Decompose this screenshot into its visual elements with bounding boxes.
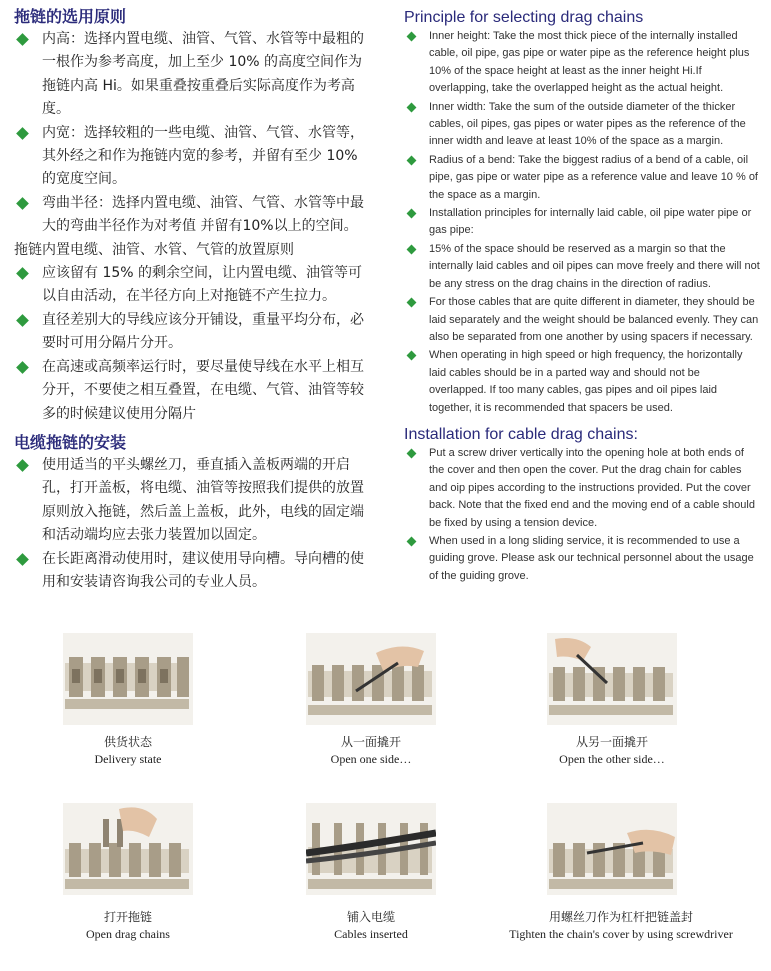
list-item: 应该留有 15% 的剩余空间，让内置电缆、油管等可以自由活动，在半径方向上对拖链不产生拉力。 [14,262,376,309]
diamond-bullet-icon [16,33,29,46]
diamond-bullet-icon [407,448,417,458]
caption-delivery-state: 供货状态 Delivery state [94,735,162,766]
english-column [404,0,760,586]
list-item: Installation principles for internally laid cable, oil pipe water pipe or gas pipe: [404,205,760,240]
caption-open-other-side: 从另一面撬开 Open the other side… [559,735,665,766]
diamond-bullet-icon [16,127,29,140]
list-item: 在高速或高频率运行时，要尽量使导线在水平上相互分开，不要使之相互叠置，在电缆、气管、油管等较多的时候建议使用分隔片 [14,356,376,426]
photo-delivery-state [63,633,193,725]
cn-subheading-placement: 拖链内置电缆、油管、水管、气管的放置原则 [14,241,294,258]
diamond-bullet-icon [407,209,417,219]
cn-placement-list [14,262,376,426]
diamond-bullet-icon [407,102,417,112]
list-item: 15% of the space should be reserved as a margin so that the internally laid cables and oil pipes can move freely and there will not be any stress on the drag chains in the direction of radius. [404,241,760,293]
list-item: 使用适当的平头螺丝刀，垂直插入盖板两端的开启孔，打开盖板，将电缆、油管等按照我们提供的放置原则放入拖链，然后盖上盖板，此外，电线的固定端和活动端均应去张力装置加以固定。 [14,454,376,548]
diamond-bullet-icon [16,553,29,566]
en-heading-selection: Principle for selecting drag chains [404,9,644,26]
diamond-bullet-icon [16,267,29,280]
diamond-bullet-icon [407,537,417,547]
photo-tighten-cover [547,803,677,895]
diamond-bullet-icon [407,351,417,361]
diamond-bullet-icon [407,32,417,42]
list-item: When operating in high speed or high frequency, the horizontally laid cables should be in a parted way and should not be overlapped. If too many cables, gas pipes and oil pipes laid together, it is recommended that spacers be used. [404,347,760,417]
screwdriver-opening-other-image [547,633,677,725]
list-item: When used in a long sliding service, it is recommended to use a guiding grove. Please ask our technical personnel about the usage of the guiding grove. [404,533,760,585]
screwdriver-opening-image [306,633,436,725]
photo-cables-inserted [306,803,436,895]
list-item: 直径差别大的导线应该分开铺设，重量平均分布，必要时可用分隔片分开。 [14,309,376,356]
caption-open-one-side: 从一面撬开 Open one side… [330,735,412,766]
list-item: 弯曲半径：选择内置电缆、油管、气管、水管等中最大的弯曲半径作为对考值 并留有10%以上的空间。 [14,192,376,239]
caption-open-drag-chains: 打开拖链 Open drag chains [86,910,170,941]
diamond-bullet-icon [16,459,29,472]
photo-open-drag-chains [63,803,193,895]
list-item: Radius of a bend: Take the biggest radius of a bend of a cable, oil pipe, gas pipe or water pipe as a reference value and leave 10 % of the space as a margin. [404,152,760,204]
cn-heading-installation: 电缆拖链的安装 [14,432,127,452]
tighten-cover-image [547,803,677,895]
list-item: 内高：选择内置电缆、油管、气管、水管等中最粗的一根作为参考高度，加上至少 10% 的高度空间作为拖链内高 Hi。如果重叠按重叠后实际高度作为考高度。 [14,28,376,122]
diamond-bullet-icon [407,155,417,165]
diamond-bullet-icon [407,298,417,308]
photo-open-other-side [547,633,677,725]
list-item: 在长距离滑动使用时，建议使用导向槽。导向槽的使用和安装请咨询我公司的专业人员。 [14,548,376,595]
diamond-bullet-icon [407,244,417,254]
open-chain-image [63,803,193,895]
list-item: For those cables that are quite different in diameter, they should be laid separately and the weight should be balanced evenly. They can also be separated from one another by using spacers if necessary. [404,294,760,346]
chinese-column [14,0,376,594]
en-heading-installation: Installation for cable drag chains: [404,425,638,443]
list-item: Inner width: Take the sum of the outside diameter of the thicker cables, oil pipes, gas pipes or water pipes as the reference of the inner width and leave at least 10% of the space as a margin. [404,99,760,151]
en-selection-list [404,28,760,417]
drag-chain-closed-image [63,633,193,725]
caption-cables-inserted: 铺入电缆 Cables inserted [334,910,408,941]
en-installation-list [404,445,760,585]
cables-inserted-image [306,803,436,895]
list-item: Inner height: Take the most thick piece of the internally installed cable, oil pipe, gas pipe or water pipe as the reference height plus 10% of the space height at least as the inner height Hi.If overlapping, take the overlapped height as the actual height. [404,28,760,98]
cn-selection-list [14,28,376,239]
caption-tighten-cover: 用螺丝刀作为杠杆把链盖封 Tighten the chain's cover by using screwdriver [509,910,733,941]
list-item: 内宽：选择较粗的一些电缆、油管、气管、水管等，其外经之和作为拖链内宽的参考，并留有至少 10% 的宽度空间。 [14,122,376,192]
cn-installation-list [14,454,376,594]
photo-open-one-side [306,633,436,725]
cn-heading-selection: 拖链的选用原则 [14,7,127,26]
diamond-bullet-icon [16,314,29,327]
list-item: Put a screw driver vertically into the opening hole at both ends of the cover and then open the cover. Put the drag chain for cables and oip pipes according to the instructions provided. Put the cover back. Note that the fixed end and the moving end of a cable should be fixed by using a tension device. [404,445,760,532]
diamond-bullet-icon [16,197,29,210]
diamond-bullet-icon [16,361,29,374]
